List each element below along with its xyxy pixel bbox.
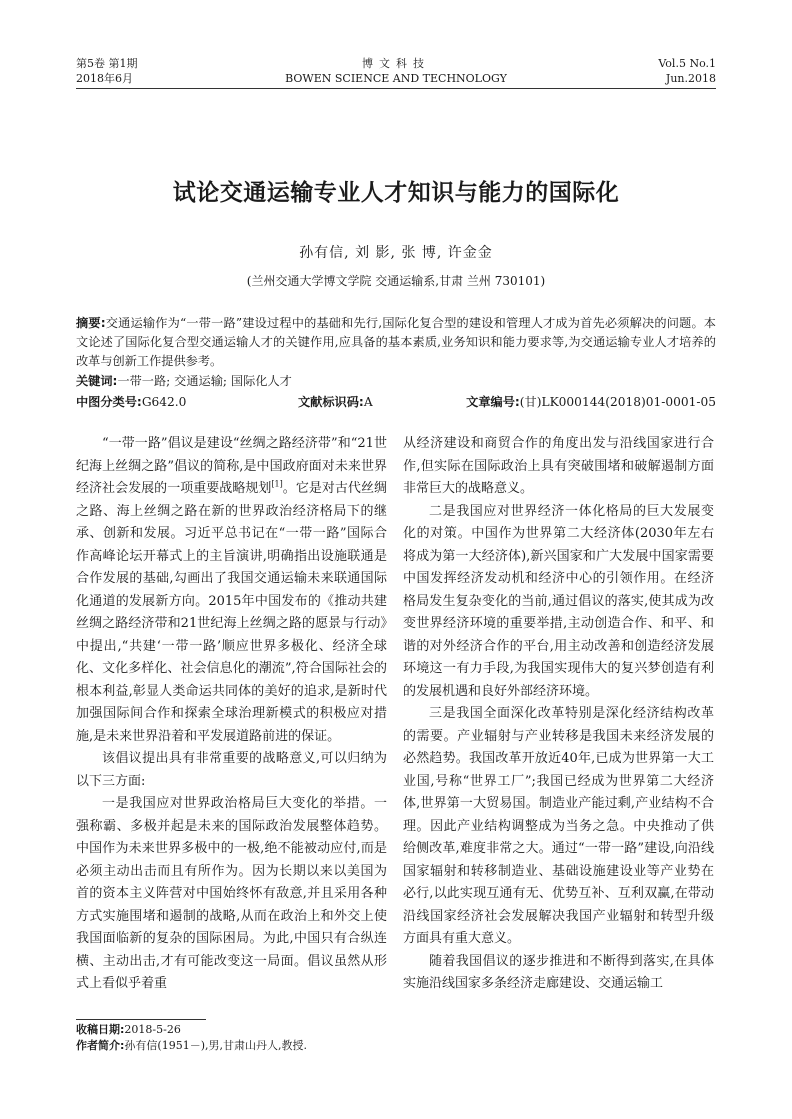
bio-label: 作者简介: <box>76 1039 125 1052</box>
running-header-right <box>658 56 716 86</box>
body-column-left <box>76 433 387 996</box>
body-paragraph: 三是我国全面深化改革特别是深化经济结构改革的需要。产业辐射与产业转移是我国未来经济发展的必然趋势。我国改革开放近40年,已成为世界第一大工业国,号称“世界工厂”;我国已经成为世界第二大经济体,世界第一大贸易国。制造业产能过剩,产业结构不合理。因此产业结构调整成为当务之急。中央推动了供给侧改革,难度非常之大。通过“一带一路”建设,向沿线国家辐射和转移制造业、基础设施建设业等产业势在必行,以此实现互通有无、优势互补、互利双赢,在带动沿线国家经济社会发展解决我国产业辐射和转型升级方面具有重大意义。 <box>403 706 714 946</box>
received-value: 2018-5-26 <box>124 1023 181 1036</box>
author-list: 孙有信, 刘 影, 张 博, 许金金 <box>299 245 493 261</box>
clc-number <box>76 393 186 412</box>
body-paragraph: 从经济建设和商贸合作的角度出发与沿线国家进行合作,但实际在国际政治上具有突破围堵和破解遏制方面非常巨大的战略意义。 <box>403 436 714 496</box>
keywords-text: 一带一路; 交通运输; 国际化人才 <box>117 374 292 388</box>
article-id-label: 文章编号: <box>466 395 520 409</box>
journal-name-en: BOWEN SCIENCE AND TECHNOLOGY <box>285 72 507 85</box>
keywords-label: 关键词: <box>76 374 118 388</box>
citation-ref: [1] <box>271 479 283 489</box>
abstract-label: 摘要: <box>76 316 106 330</box>
body-paragraph: 该倡议提出具有非常重要的战略意义,可以归纳为以下三方面: <box>76 751 387 789</box>
date-cn: 2018年6月 <box>76 72 133 85</box>
article-id <box>466 393 716 412</box>
body-paragraph: 二是我国应对世界经济一体化格局的巨大发展变化的对策。中国作为世界第二大经济体(2030年左右将成为第一大经济体),新兴国家和广大发展中国家需要中国发挥经济发动机和经济中心的引领作用。在经济格局发生复杂变化的当前,通过倡议的落实,使其成为改变世界经济环境的重要举措,主动创造合作、和平、和谐的对外经济合作的平台,用主动改善和创造经济发展环境这一有力手段,为我国实现伟大的复兴梦创造有利的发展机遇和良好外部经济环境。 <box>403 503 714 699</box>
received-label: 收稿日期: <box>76 1023 125 1036</box>
doc-code-value: A <box>363 395 373 409</box>
article-title: 试论交通运输专业人才知识与能力的国际化 <box>172 179 620 206</box>
header-rule <box>76 88 716 89</box>
affiliation: (兰州交通大学博文学院 交通运输系,甘肃 兰州 730101) <box>246 274 546 288</box>
body-paragraph: “一带一路”倡议是建设“丝绸之路经济带”和“21世纪海上丝绸之路”倡议的简称,是中国政府面对未来世界经济社会发展的一项重要战略规划[1]。它是对古代丝绸之路、海上丝绸之路在新的世界政治经济格局下的继承、创新和发展。习近平总书记在“一带一路”国际合作高峰论坛开幕式上的主旨演讲,明确指出设施联通是合作发展的基础,勾画出了我国交通运输未来联通国际化通道的发展新方向。2015年中国发布的《推动共建丝绸之路经济带和21世纪海上丝绸之路的愿景与行动》中提出,“共建‘一带一路’顺应世界多极化、经济全球化、文化多样化、社会信息化的潮流”,符合国际社会的根本利益,彰显人类命运共同体的美好的追求,是新时代加强国际间合作和探索全球治理新模式的积极应对措施,是未来世界沿着和平发展道路前进的保证。 <box>76 436 387 744</box>
clc-label: 中图分类号: <box>76 395 142 409</box>
abstract <box>76 314 716 371</box>
doc-code-label: 文献标识码: <box>298 395 364 409</box>
author-bio <box>76 1038 716 1054</box>
clc-value: G642.0 <box>141 395 187 409</box>
document-code <box>298 393 373 412</box>
article-id-value: (甘)LK000144(2018)01-0001-05 <box>519 395 716 409</box>
volume-issue-en: Vol.5 No.1 <box>658 57 716 70</box>
footnote-rule <box>76 1019 206 1020</box>
bio-value: 孙有信(1951－),男,甘肃山丹人,教授. <box>124 1039 307 1052</box>
abstract-text: 交通运输作为“一带一路”建设过程中的基础和先行,国际化复合型的建设和管理人才成为首先必须解决的问题。本文论述了国际化复合型交通运输人才的关键作用,应具备的基本素质,业务知识和能力要求等,为交通运输专业人才培养的改革与创新工作提供参考。 <box>76 316 716 368</box>
body-paragraph: 随着我国倡议的逐步推进和不断得到落实,在具体实施沿线国家多条经济走廊建设、交通运输工 <box>403 953 714 991</box>
body-paragraph: 一是我国应对世界政治格局巨大变化的举措。一强称霸、多极并起是未来的国际政治发展整体趋势。中国作为未来世界多极中的一极,绝不能被动应付,而是必须主动出击而且有所作为。因为长期以来以美国为首的资本主义阵营对中国始终怀有敌意,并且采用各种方式实施围堵和遏制的战略,从而在政治上和外交上使我国面临新的复杂的国际困局。为此,中国只有合纵连横、主动出击,才有可能改变这一局面。倡议虽然从形式上看似乎着重 <box>76 796 387 991</box>
journal-name-cn: 博文科技 <box>362 57 430 70</box>
date-en: Jun.2018 <box>665 72 716 85</box>
body-column-right <box>403 433 714 996</box>
volume-issue-cn: 第5卷 第1期 <box>76 57 138 70</box>
received-date <box>76 1022 716 1038</box>
keywords <box>76 372 716 391</box>
